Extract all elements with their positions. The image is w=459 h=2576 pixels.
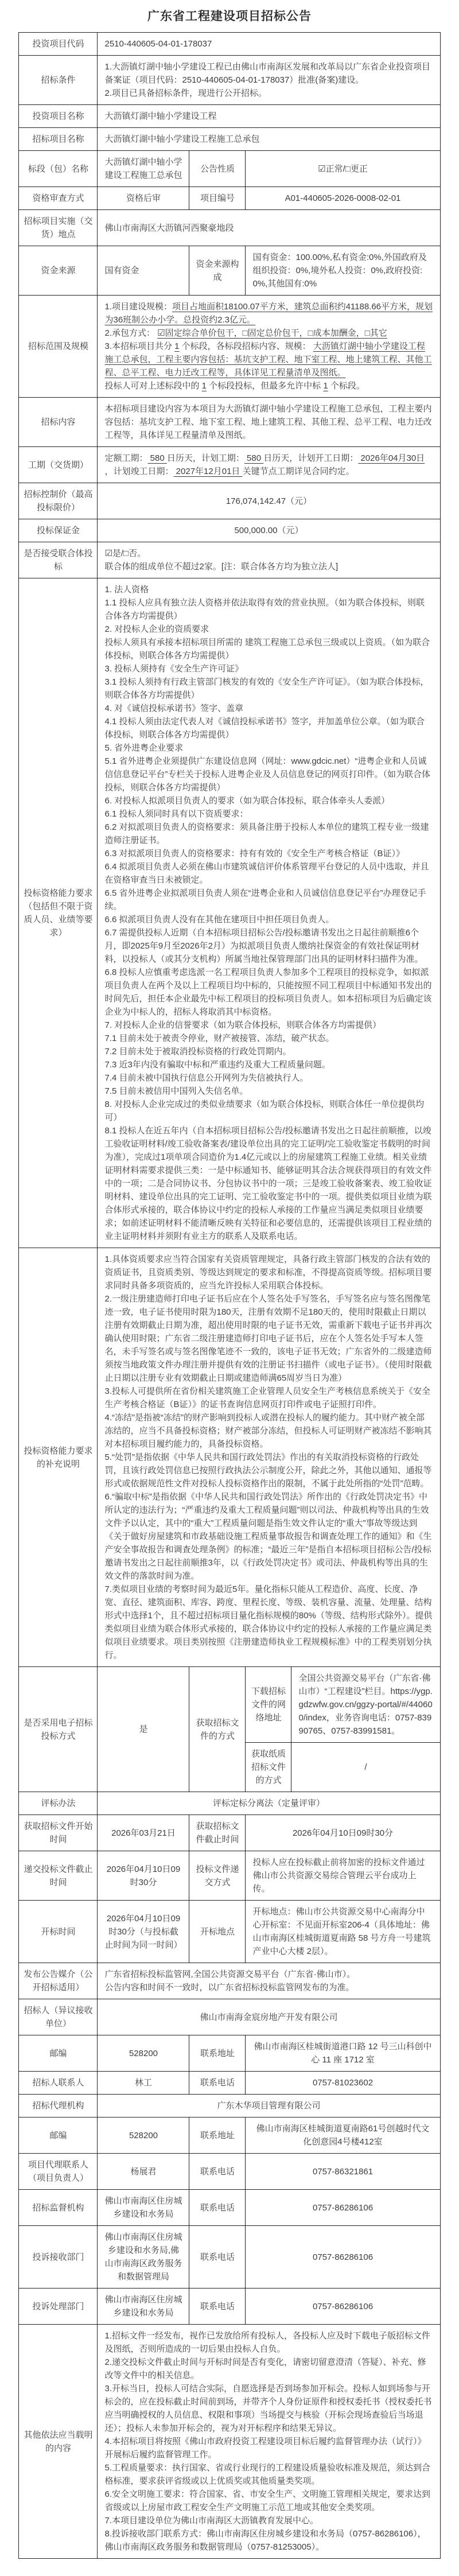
- bid-bond-value: 500,000.00（元）: [98, 519, 440, 542]
- qualification-supplement-label: 投标资格能力要求的补充说明: [19, 1248, 98, 1667]
- supervisor-label: 招标监督机构: [19, 2190, 98, 2226]
- tenderer-contact-label: 招标人联系人: [19, 2072, 98, 2095]
- row-tender-name: [19, 128, 440, 151]
- row-tenderer-postcode: [19, 2035, 440, 2072]
- tender-conditions-label: 招标条件: [19, 56, 98, 105]
- row-supervisor: [19, 2190, 440, 2226]
- scope-value: 1.项目建设规模：项目占地面积18100.07平方米，建筑总面积约41188.66平方米，规划为36班制公办小学。总投资约2.3亿元。 2.承包方式： ☑固定综合单价包干，□固定总价包干，□成本加酬金，□其它 3.本招标项目共分 1 个标段，各标段招标内容、规模： 大沥镇灯湖中轴小学建设工程施工总承包，工程主要内容包括：基坑支护工程、地下室工程、地上建筑工程、其他工程、总平工程、电力迁改工程等，具体详见工程量清单及图纸。 投标人可对上述标段中的 1 个标段投标，但最多允许中标 1 个标段。: [98, 296, 440, 398]
- agency-postcode-value: 528200: [98, 2117, 189, 2154]
- tenderer-phone-value: 0757-81023602: [246, 2072, 440, 2095]
- submission-method-label: 投标文件递交方式: [189, 1851, 246, 1901]
- row-tenderer-contact: [19, 2072, 440, 2095]
- tenderer-value: 佛山市南海金宸房地产开发有限公司: [98, 1999, 440, 2035]
- complaint-handle-value: 佛山市南海区住房城乡建设和水务局: [98, 2289, 189, 2325]
- complaint-handle-label: 投诉处理部门: [19, 2289, 98, 2325]
- funding-value: 国有资金: [98, 246, 189, 296]
- row-investment-code: [19, 33, 440, 56]
- qualification-requirements-value: 1. 法人资格 1.1 投标人应具有独立法人资格并依法取得有效的营业执照。（如为联合体投标，则联合体各方均需提供） 2. 对投标人企业的资质要求 投标人须具有承接本招标项目所需的 建筑工程施工总承包三级或以上资质。（如为联合体投标，则联合体各方均需提供） 3. 投标人须持有《安全生产许可证》 3.1 投标人须持有行政主管部门核发的有效的《安全生产许可证》。（如为联合体投标，则联合体各方均需提供） 4. 对《诚信投标承诺书》签字、盖章 4.1 投标人须由法定代表人对《诚信投标承诺书》签字，并加盖单位公章。（如为联合体投标，则联合体各方均需提供） 5. 省外进粤企业要求 5.1 省外进粤企业须提供广东建设信息网（网址：www.gdcic.net）“进粤企业和人员诚信信息登记平台”专栏关于投标人进粤企业及人员信息登记的网页打印件。（如为联合体投标，则联合体各方均需提供） 6. 对投标人拟派项目负责人的要求（如为联合体投标，联合体牵头人委派） 6.1 投标人须同时具有以下资质要求： 6.2 对拟派项目负责人的资格要求：须具备注册于投标人本单位的建筑工程专业一级建造师注册证书。 6.3 对拟派项目负责人的资格要求：持有有效的《安全生产考核合格证（B证）》 6.4 拟派项目负责人必须在佛山市建筑诚信评价体系管理平台登记的人员中选取，并且在资格审查当日未被锁定。 6.5 省外进粤企业拟派项目负责人须在“进粤企业和人员诚信信息登记平台”办理登记手续。 6.6 拟派项目负责人没有在其他在建项目中担任项目负责人。 6.7 需提供投标人近期（自本招标项目招标公告/投标邀请书发出之日起往前顺推6个月，即2025年9月至2026年2月）为拟派项目负责人缴纳社保资金的有效社保证明材料，以投标人（或其分支机构）所属当地社保管理部门出具的证明材料扫描件为准。 6.8 投标人应慎重考虑选派一名工程项目负责人参加多个工程项目的投标竞争，如拟派项目负责人在两个及以上工程项目均中标的，只能按照不同工程项目中标通知书发出的时间先后，担任本企业最先中标工程项目的投标项目负责人。如本招标项目为后确定该企业为中标人的，招标人将取消其中标资格。 7. 对投标人企业的信誉要求（如为联合体投标，则联合体各方均需提供） 7.1 目前未处于被责令停业，财产被接管、冻结，破产状态。 7.2 目前未处于被取消投标资格的行政处罚期内。 7.3 近3年内没有骗取中标和严重违约及重大工程质量问题。 7.4 目前未被中国执行信息公开网列为失信被执行人。 7.5 目前未被信用中国列入失信名单。 8. 对投标人企业完成过的类似业绩要求（如为联合体投标，则联合体任一单位提供均可） 8.1 投标人在近五年内（自本招标项目招标公告/投标邀请书发出之日起往前顺推，以竣工验收证明材料/竣工验收备案表/建设单位出具的完工证明/完工验收鉴定书载明的时间为准），完成过1项单项合同造价为1.4亿元或以上的房屋建筑工程施工业绩。相关业绩证明材料需要求提供三类：一是中标通知书、能够证明其合法合规获得项目的有效文件中的一项；二是合同协议书、分包协议书中的一项；三是竣工验收备案表、竣工验收证明材料、建设单位出具的完工证明、完工验收鉴定书中的一项。提供类似项目业绩为联合体形式承接的，联合体协议中约定的投标人承接的工作量应当满足类似项目业绩要求；如前述证明材料不能清晰反映有关特征和必要信息的，还需提供该项目工程业绩的业主证明材料并须附有业主方的联系人及联系电话。: [98, 578, 440, 1248]
- tenderer-label: 招标人（异议接收单位）: [19, 1999, 98, 2035]
- agency-contact-label: 项目代理联系人（项目负责人）: [19, 2154, 98, 2190]
- row-announcement-media: [19, 1963, 440, 1999]
- duration-label: 工期（交货期）: [19, 447, 98, 483]
- supervisor-value: 佛山市南海区住房城乡建设和水务局: [98, 2190, 189, 2226]
- section-name-label: 标段（包）名称: [19, 151, 98, 187]
- tenderer-postcode-value: 528200: [98, 2035, 189, 2072]
- supervisor-phone-value: 0757-86286106: [246, 2190, 440, 2226]
- funding-composition-label: 资金来源构成: [189, 246, 246, 296]
- announcement-table: [18, 32, 440, 2559]
- control-price-value: 176,074,142.47（元）: [98, 483, 440, 519]
- row-document-time: [19, 1815, 440, 1851]
- row-submission: [19, 1851, 440, 1901]
- consortium-label: 是否接受联合体投标: [19, 542, 98, 578]
- location-label: 招标项目实施（交货）地点: [19, 210, 98, 246]
- agency-address-value: 佛山市南海区桂城街道夏南路61号创越时代文化创意园4号楼412室: [246, 2117, 440, 2154]
- row-evaluation-method: [19, 1792, 440, 1815]
- project-number-label: 项目编号: [189, 187, 246, 210]
- agency-address-label: 联系地址: [189, 2117, 246, 2154]
- opening-place-value: 开标地点：佛山市公共资源交易中心南海分中心开标室：不见面开标室206-4（具体地址：佛山市南海区桂城街道夏南路 58 号方舟一号建筑产业中心大楼 2层）。: [246, 1901, 440, 1963]
- row-agency-contact: [19, 2154, 440, 2190]
- tenderer-phone-label: 联系电话: [189, 2072, 246, 2095]
- row-tender-conditions: [19, 56, 440, 105]
- investment-name-value: 大沥镇灯湖中轴小学建设工程: [98, 105, 440, 128]
- complaint-handle-phone-label: 联系电话: [189, 2289, 246, 2325]
- investment-code-label: 投资项目代码: [19, 33, 98, 56]
- row-bid-bond: [19, 519, 440, 542]
- electronic-bidding-value: 是: [98, 1667, 189, 1792]
- row-complaint-receive: [19, 2226, 440, 2289]
- row-funding: [19, 246, 440, 296]
- notice-nature-label: 公告性质: [189, 151, 246, 187]
- agency-postcode-label: 邮编: [19, 2117, 98, 2154]
- complaint-receive-value: 佛山市南海区住房城乡建设和水务局,佛山市南海区政务服务和数据管理局: [98, 2226, 189, 2289]
- document-start-time-label: 获取招标文件开始时间: [19, 1815, 98, 1851]
- complaint-handle-phone-value: 0757-86286106: [246, 2289, 440, 2325]
- duration-value: 定额工期： 580 日历天，计划工期： 580 日历天，计划开工日期： 2026年04月30日 ，计划竣工日期： 2027年12月01日 关键节点工期详见合同约定。: [98, 447, 440, 483]
- other-content-value: 1.招标文件一经发布，视作已发放给所有投标人，各投标人应及时下载电子版招标文件及图纸，否则所造成的一切后果由投标人自负。 2.递交投标文件截止时间与开标时间是否有变化，请密切留意澄清（答疑）、补充、修改等文件中的相关信息。 3.开标当日，投标人可结合实际，自愿选择是否到场参加开标会。投标人如到场参与开标会的，应在投标截止时间前到场，并带齐个人身份证原件和授权委托书（授权委托书应当明确授权的人员信息、权限和事项）当场提交与核验（开标会现场查验后当场退还）；投标人未参加开标会的，视为对开标程序和结果无异议。 4.本招标项目将按照《佛山市政府投资工程建设项目标后履约监督管理办法（试行）》开展标后履约监督管理工作。 5.工程质量要求：执行国家、省或行业现行的工程建设质量验收标准及规范，须达到合格标准，要求获评省级或以上优质奖或其他质量类奖项。 6.安全文明施工要求：符合国家、省、市安全生产、文明施工管理相关规定，要求达到省级或以上房屋市政工程安全生产文明施工示范工地或其他安全类奖项。 7.本项目建设单位为佛山市南海区大沥镇教育发展中心。 8.投诉接收部门联系方式：佛山市南海区住房城乡建设和水务局（0757-86286106），佛山市南海区政务服务和数据管理局（0757-81253005）。: [98, 2325, 440, 2559]
- row-electronic-bidding: [19, 1667, 440, 1743]
- row-other-content: [19, 2325, 440, 2559]
- consortium-value: ☑是/□否。 联合体的组成单位不超过2家。[注：联合体各方均为独立法人]: [98, 542, 440, 578]
- agency-value: 广东木华项目管理有限公司: [98, 2095, 440, 2117]
- funding-composition-value: 国有资金：100.00%,私有资金:0%,外国政府及组织投资：0%,境外私人投资：0%,政府投资:0%,其他国有:0%: [246, 246, 440, 296]
- qualification-review-value: 资格后审: [98, 187, 189, 210]
- download-address-value: 全国公共资源交易平台（广东省·佛山市）“工程建设”栏目。https://ygp.gdzwfw.gov.cn/ggzy-portal/#/440600/index，业务咨询电话：0757-83990765、0757-83991581。: [291, 1667, 440, 1743]
- row-qualification-requirements: [19, 578, 440, 1248]
- scope-label: 招标范围及规模: [19, 296, 98, 398]
- tender-conditions-value: 1.大沥镇灯湖中轴小学建设工程已由佛山市南海区发展和改革局以广东省企业投资项目备案证（项目代码：2510-440605-04-01-178037）批准(备案)建设。 2.项目已具备招标条件，现进行公开招标。: [98, 56, 440, 105]
- tender-name-value: 大沥镇灯湖中轴小学建设工程施工总承包: [98, 128, 440, 151]
- agency-phone-value: 0757-86321861: [246, 2154, 440, 2190]
- qualification-supplement-value: 1.具体资质要求应当符合国家有关资质管理规定，具备行政主管部门核发的合法有效的资质证书，且资质类别、等级达到规定的要求和标准，不得提高资质等级。招标项目要求同时具备多项资质的，应当允许投标人采用联合体投标。 2.一级注册建造师打印电子证书后应在个人签名处手写签名，手写签名应与签名图像笔迹一致，电子证书使用时限为180天，注册有效期不足180天的，使用时限截止日期以注册有效期截止日期为准，超出使用时限的电子证书无效，需重新下载电子证书并再次确认使用时限；广东省二级注册建造师打印电子证书后，应在个人签名处手写本人签名，未手写签名或与签名图像笔迹不一致的，该电子证书无效；广东省外的二级建造师须按当地政策文件办理注册并提供有效的注册证书扫描件（或电子证书）。（使用时限截止日期以注册专业有效期截止日期或建造师满65周岁当日为准） 3.投标人可提供所在省份相关建筑施工企业管理人员安全生产考核信息系统关于《安全生产考核合格证（B证）》的证书查询信息网页打印件或电子证照打印件。 4.“冻结”是指被“冻结”的财产影响到投标人或潜在投标人的履约能力。其中财产被全部冻结的，应当不具备投标资格；财产被部分冻结，但投标人可证明财产被冻结不影响其对本招标项目履约能力的，具备投标资格。 5.“处罚”是指依据《中华人民共和国行政处罚法》作出的有关取消投标资格的行政处罚，且该行政处罚信息已按照行政执法公示制度公开，除此之外，其他以通知、通报等形式或依据规范性文件对投标人投标资格作出的限制，不属于此处所指的“处罚”范畴。 6.“骗取中标”是指依据《中华人民共和国行政处罚法》所作出的《行政处罚决定书》中所认定的违法行为；“严重违约及重大工程质量问题”则以司法、仲裁机构等出具的生效文件予以认定，其中的“重大”工程质量问题是指生效文件认定的“重大”事故等级达到《关于做好房屋建筑和市政基础设施工程质量事故报告和调查处理工作的通知》和《生产安全事故报告和调查处理条例》的标准；“最近三年”是指自本招标项目招标公告/投标邀请书发出之日起往前顺推3年，以《行政处罚决定书》或司法、仲裁机构等出具的生效文件的落款时间为准。 7.类似项目业绩的考察时间为最近5年。量化指标只能从工程造价、高度、长度、净宽、直径、建筑面积、库容、跨度、里程长度、等级、装机容量、流量、处理量、结构形式中选择1个，且不超过招标项目量化指标规模的80%（等级、结构形式除外）。提供类似项目业绩为联合体形式承接的，联合体协议中约定的投标人承接的工作量应满足类似项目业绩要求。项目类别按照《注册建造师执业工程规模标准》中的工程类别划分执行。: [98, 1248, 440, 1667]
- agency-contact-value: 杨展君: [98, 2154, 189, 2190]
- complaint-receive-phone-value: 0757-86286106: [246, 2226, 440, 2289]
- row-tender-content: [19, 398, 440, 447]
- row-tenderer: [19, 1999, 440, 2035]
- project-number-value: A01-440605-2026-0008-02-01: [246, 187, 440, 210]
- agency-label: 招标代理机构: [19, 2095, 98, 2117]
- submission-deadline-label: 递交投标文件截止时间: [19, 1851, 98, 1901]
- complaint-receive-phone-label: 联系电话: [189, 2226, 246, 2289]
- location-value: 佛山市南海区大沥镇河西聚豪地段: [98, 210, 440, 246]
- row-scope: [19, 296, 440, 398]
- page-title: 广东省工程建设项目招标公告: [147, 10, 312, 23]
- paper-documents-label: 获取纸质招标文件的方式: [246, 1743, 291, 1792]
- qualification-requirements-label: 投标资格能力要求（包括但不限于资质人员、业绩等要求）: [19, 578, 98, 1248]
- row-investment-name: [19, 105, 440, 128]
- investment-name-label: 投资项目名称: [19, 105, 98, 128]
- row-location: [19, 210, 440, 246]
- submission-deadline-value: 2026年04月10日09时30分: [98, 1851, 189, 1901]
- announcement-media-value: 广东省招标投标监管网,全国公共资源交易平台（广东省·佛山市）。 公告内容和时间不一致时，以广东省招标投标监管网发布的为准。: [98, 1963, 440, 1999]
- evaluation-method-value: 评标定标分离法（定量评审）: [98, 1792, 440, 1815]
- tender-name-label: 招标项目名称: [19, 128, 98, 151]
- complaint-receive-label: 投诉接收部门: [19, 2226, 98, 2289]
- tenderer-address-label: 联系地址: [189, 2035, 246, 2072]
- document-deadline-label: 获取招标文件截止时间: [189, 1815, 246, 1851]
- opening-place-label: 开标地点: [189, 1901, 246, 1963]
- row-complaint-handle: [19, 2289, 440, 2325]
- opening-time-label: 开标时间: [19, 1901, 98, 1963]
- download-address-label: 下载招标文件的网络地址: [246, 1667, 291, 1743]
- electronic-bidding-label: 是否采用电子招标投标方式: [19, 1667, 98, 1792]
- row-agency-postcode: [19, 2117, 440, 2154]
- bid-bond-label: 投标保证金: [19, 519, 98, 542]
- row-section-name: [19, 151, 440, 187]
- paper-documents-value: /: [291, 1743, 440, 1792]
- agency-phone-label: 联系电话: [189, 2154, 246, 2190]
- row-qualification-supplement: [19, 1248, 440, 1667]
- row-bid-opening: [19, 1901, 440, 1963]
- investment-code-value: 2510-440605-04-01-178037: [98, 33, 440, 56]
- document-deadline-value: 2026年04月10日09时30分: [246, 1815, 440, 1851]
- tenderer-postcode-label: 邮编: [19, 2035, 98, 2072]
- tender-content-value: 本招标项目建设内容为本项目为大沥镇灯湖中轴小学建设工程施工总承包，工程主要内容包括：基坑支护工程、地下室工程、地上建筑工程、其他工程、总平工程、电力迁改工程等，具体详见工程量清单及图纸。: [98, 398, 440, 447]
- tender-content-label: 招标内容: [19, 398, 98, 447]
- row-duration: [19, 447, 440, 483]
- opening-time-value: 2026年04月10日09时30分（与投标截止时间为同一时间）: [98, 1901, 189, 1963]
- obtain-documents-method-label: 获取招标文件的方式: [189, 1667, 246, 1792]
- submission-method-value: 投标人应在投标截止前将加密的投标文件通过佛山市公共资源交易综合管理云平台成功上传。: [246, 1851, 440, 1901]
- row-qualification-review: [19, 187, 440, 210]
- evaluation-method-label: 评标办法: [19, 1792, 98, 1815]
- document-start-time-value: 2026年03月21日: [98, 1815, 189, 1851]
- row-agency: [19, 2095, 440, 2117]
- row-consortium: [19, 542, 440, 578]
- qualification-review-label: 资格审查方式: [19, 187, 98, 210]
- notice-nature-value: ☑正常/□更正: [246, 151, 440, 187]
- section-name-value: 大沥镇灯湖中轴小学建设工程施工总承包: [98, 151, 189, 187]
- row-control-price: [19, 483, 440, 519]
- tenderer-address-value: 佛山市南海区桂城街道港口路 12 号三山科创中心 11 座 1712 室: [246, 2035, 440, 2072]
- tenderer-contact-value: 林工: [98, 2072, 189, 2095]
- funding-label: 资金来源: [19, 246, 98, 296]
- other-content-label: 其他依法应当载明的内容: [19, 2325, 98, 2559]
- announcement-media-label: 发布公告媒介（公开招标适用）: [19, 1963, 98, 1999]
- supervisor-phone-label: 联系电话: [189, 2190, 246, 2226]
- control-price-label: 招标控制价（最高投标限价）: [19, 483, 98, 519]
